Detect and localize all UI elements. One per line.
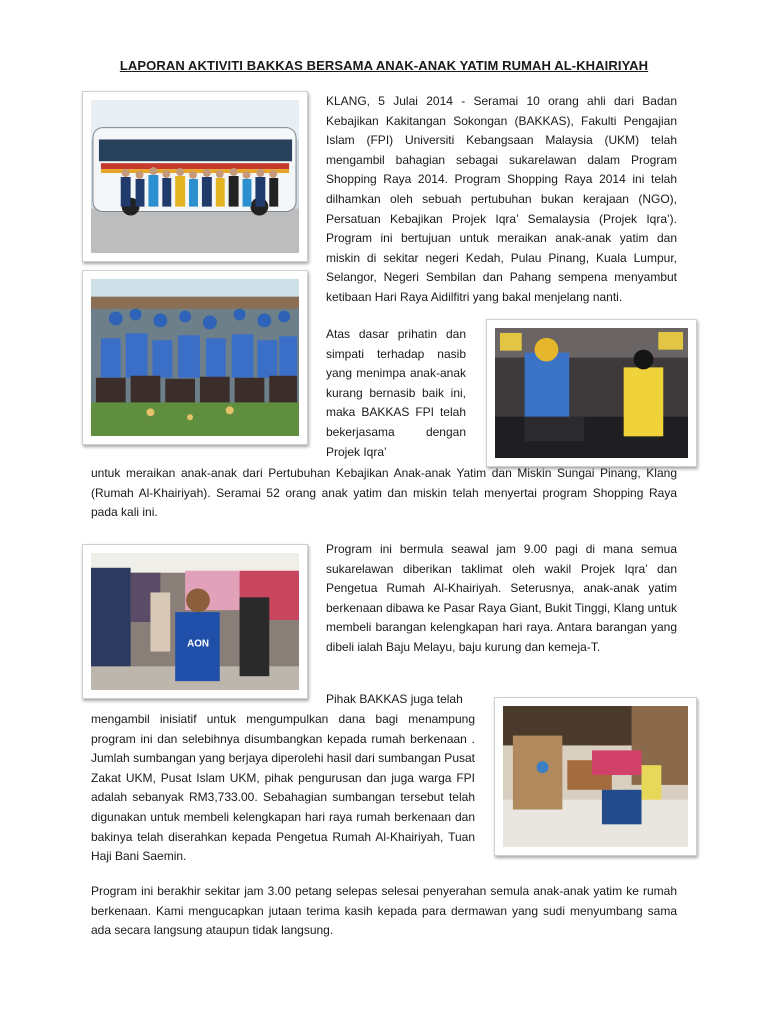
paragraph-intro: KLANG, 5 Julai 2014 - Seramai 10 orang ahli dari Badan Kebajikan Kakitangan Sokongan (BAKKAS), Fakulti Pengajian Islam (FPI) Universiti Kebangsaan Malaysia (UKM) telah mengambil bahagian sebagai sukarelawan dalam Program Shopping Raya 2014. Program Shopping Raya 2014 ini telah dilhamkan oleh sebuah pertubuhan bukan kerajaan (NGO), Persatuan Kebajikan Projek Iqra’ Semalaysia (Projek Iqra’). Program ini bertujuan untuk meraikan anak-anak yatim dan miskin di sekitar negeri Kedah, Pulau Pinang, Kuala Lumpur, Selangor, Negeri Sembilan dan Pahang sempena menyambut ketibaan Hari Raya Aidilfitri yang bakal menjelang nanti. <box>326 94 677 304</box>
paragraph-funding-a: Pihak BAKKAS juga telah <box>326 692 463 706</box>
report-title: LAPORAN AKTIVITI BAKKAS BERSAMA ANAK-ANAK YATIM RUMAH AL-KHAIRIYAH <box>119 58 649 73</box>
photo-bus-group <box>82 91 308 262</box>
photo-children-group <box>82 270 308 445</box>
paragraph-cooperation-a: Atas dasar prihatin dan simpati terhadap nasib yang menimpa anak-anak kurang bernasib baik ini, maka BAKKAS FPI telah bekerjasama dengan Projek Iqra’ <box>326 327 466 459</box>
paragraph-funding-b: mengambil inisiatif untuk mengumpulkan dana bagi menampung program ini dan selebihnya disumbangkan kepada rumah berkenaan . Jumlah sumbangan yang berjaya diperolehi hasil dari sumbangan Pusat Zakat UKM, Pusat Islam UKM, pihak pengurusan dan juga warga FPI adalah sebanyak RM3,733.00. Sebahagian sumbangan tersebut telah digunakan untuk membeli kelengkapan hari raya rumah berkenaan dan bakinya telah diserahkan kepada Pengetua Rumah Al-Khairiyah, Tuan Haji Bani Saemin. <box>91 712 475 864</box>
shirt-logo: AON <box>187 638 210 650</box>
photo-child-store <box>82 544 308 699</box>
paragraph-schedule: Program ini bermula seawal jam 9.00 pagi di mana semua sukarelawan diberikan taklimat oleh wakil Projek Iqra’ dan Pengetua Rumah Al-Khairiyah. Seterusnya, anak-anak yatim berkenaan dibawa ke Pasar Raya Giant, Bukit Tinggi, Klang untuk membeli barangan kelengkapan hari raya. Antara barangan yang dibeli ialah Baju Melayu, baju kurung dan kemeja-T. <box>326 542 677 654</box>
photo-shopping-clothes <box>486 319 697 467</box>
photo-donated-goods <box>494 697 697 856</box>
paragraph-closing: Program ini berakhir sekitar jam 3.00 petang selepas selesai penyerahan semula anak-anak yatim ke rumah berkenaan. Kami mengucapkan jutaan terima kasih kepada para dermawan yang sudi menyumbang sama ada secara langsung ataupun tidak langsung. <box>91 884 677 938</box>
paragraph-cooperation-b: untuk meraikan anak-anak dari Pertubuhan Kebajikan Anak-anak Yatim dan Miskin Sungai Pinang, Klang (Rumah Al-Khairiyah). Seramai 52 orang anak yatim dan miskin telah menyertai program Shopping Raya pada kali ini. <box>91 466 677 520</box>
